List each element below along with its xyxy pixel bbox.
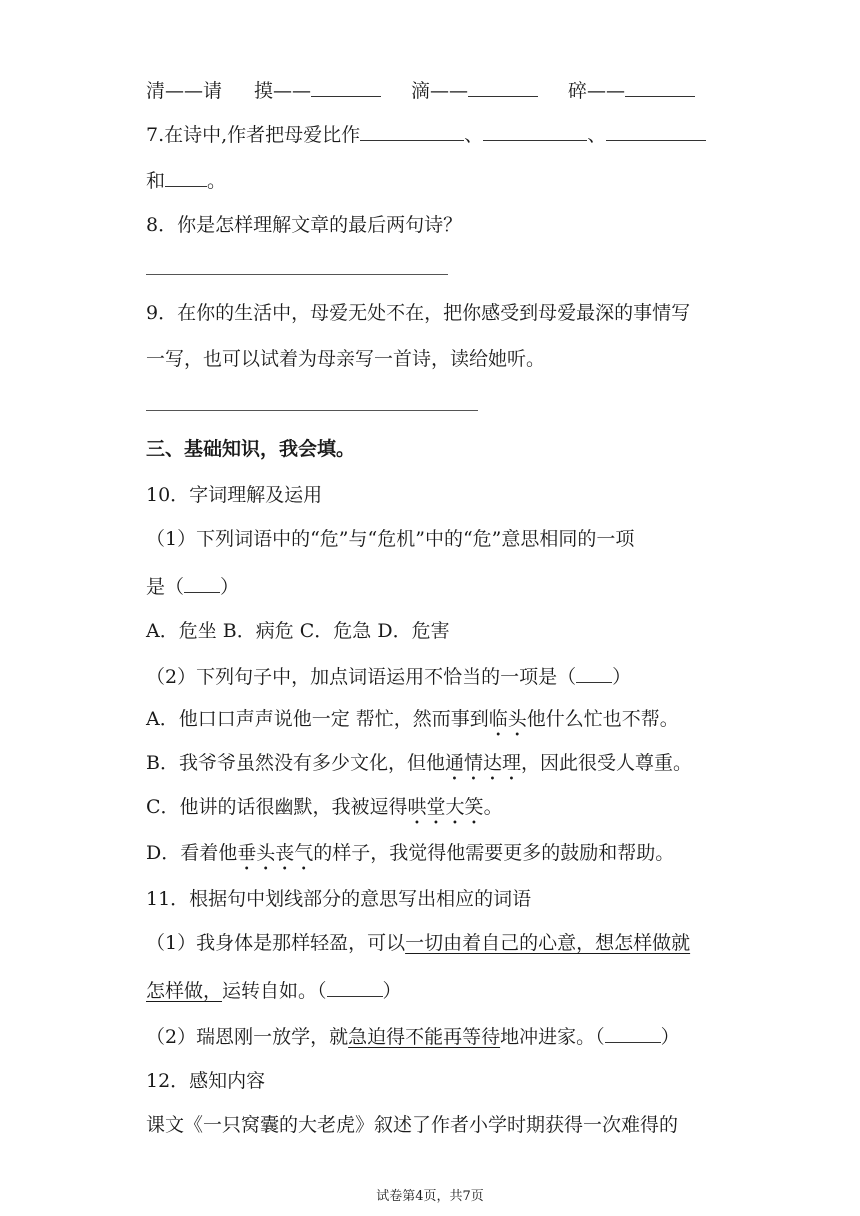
q10-title: 10．字词理解及运用 bbox=[146, 484, 323, 506]
q11-sub2-text: 地冲进家。（ bbox=[500, 1026, 605, 1048]
q10-sub1-suffix: ） bbox=[220, 576, 240, 598]
q8-answer-line[interactable] bbox=[146, 274, 448, 275]
q7-separator: 、 bbox=[587, 124, 607, 146]
q9-answer-line[interactable] bbox=[146, 410, 478, 411]
dotted-word: 通情达理 bbox=[444, 752, 521, 774]
q10-sub1-line1: （1）下列词语中的“危”与“危机”中的“危”意思相同的一项 bbox=[146, 528, 635, 550]
option-text: C．他讲的话很幽默，我被逗得 bbox=[146, 796, 408, 818]
q7-period: 。 bbox=[207, 170, 227, 192]
q11-sub1-blank[interactable] bbox=[327, 976, 383, 997]
q10-sub2-blank[interactable] bbox=[576, 662, 612, 683]
q7-line1 bbox=[146, 120, 706, 148]
q10-sub2-prefix: （2）下列句子中，加点词语运用不恰当的一项是（ bbox=[146, 666, 577, 688]
section-3-title: 三、基础知识，我会填。 bbox=[146, 438, 356, 460]
q10-option-b bbox=[146, 750, 692, 785]
pair-sui: 碎—— bbox=[568, 80, 626, 102]
dotted-word: 哄堂大笑 bbox=[407, 796, 484, 818]
q7-blank-4[interactable] bbox=[165, 166, 207, 187]
option-text: D．看着他 bbox=[146, 842, 238, 864]
q11-sub1-close: ） bbox=[382, 980, 402, 1002]
dotted-word: 垂头丧气 bbox=[237, 842, 314, 864]
blank-di[interactable] bbox=[468, 76, 538, 97]
underlined-phrase: 一切由着自己的心意，想怎样做就 bbox=[405, 932, 691, 954]
q7-text: 7.在诗中,作者把母爱比作 bbox=[146, 124, 361, 146]
q12-title: 12．感知内容 bbox=[146, 1070, 266, 1092]
option-text: B．我爷爷虽然没有多少文化，但他 bbox=[146, 752, 445, 774]
q6-word-pairs bbox=[146, 76, 695, 104]
q11-sub2-close: ） bbox=[660, 1026, 680, 1048]
q7-and: 和 bbox=[146, 170, 166, 192]
blank-sui[interactable] bbox=[625, 76, 695, 97]
dotted-word: 临头 bbox=[488, 708, 527, 730]
q10-sub1-prefix: 是（ bbox=[146, 576, 185, 598]
q8-question: 8．你是怎样理解文章的最后两句诗？ bbox=[146, 214, 463, 236]
underlined-phrase: 怎样做， bbox=[146, 980, 223, 1002]
q7-blank-3[interactable] bbox=[606, 120, 706, 141]
q12-line1: 课文《一只窝囊的大老虎》叙述了作者小学时期获得一次难得的 bbox=[146, 1114, 679, 1136]
option-text: ，因此很受人尊重。 bbox=[520, 752, 692, 774]
option-text: A．他口口声声说他一定 帮忙，然而事到 bbox=[146, 708, 489, 730]
option-text: 他什么忙也不帮。 bbox=[526, 708, 679, 730]
q7-separator: 、 bbox=[464, 124, 484, 146]
q11-sub2-text: （2）瑞恩刚一放学，就 bbox=[146, 1026, 349, 1048]
underlined-phrase: 急迫得不能再等待 bbox=[348, 1026, 501, 1048]
q7-blank-1[interactable] bbox=[360, 120, 464, 141]
q11-sub1-text: 运转自如。（ bbox=[222, 980, 327, 1002]
q11-sub1-text: （1）我身体是那样轻盈，可以 bbox=[146, 932, 406, 954]
pair-di: 滴—— bbox=[411, 80, 469, 102]
blank-mo[interactable] bbox=[311, 76, 381, 97]
option-text: 。 bbox=[483, 796, 503, 818]
q10-sub1-blank[interactable] bbox=[184, 572, 220, 593]
q10-sub2-question bbox=[146, 662, 631, 690]
q11-title: 11．根据句中划线部分的意思写出相应的词语 bbox=[146, 888, 532, 910]
q10-sub1-line2 bbox=[146, 572, 239, 600]
q7-blank-2[interactable] bbox=[483, 120, 587, 141]
pair-mo: 摸—— bbox=[254, 80, 312, 102]
q11-sub1-line1 bbox=[146, 930, 690, 956]
q11-sub2 bbox=[146, 1022, 680, 1050]
q10-option-a bbox=[146, 706, 679, 741]
q11-sub2-blank[interactable] bbox=[605, 1022, 661, 1043]
q10-sub1-options: A．危坐 B．病危 C．危急 D．危害 bbox=[146, 620, 450, 642]
q7-line2 bbox=[146, 166, 226, 194]
q9-line2: 一写，也可以试着为母亲写一首诗，读给她听。 bbox=[146, 348, 546, 370]
q10-sub2-suffix: ） bbox=[612, 666, 632, 688]
option-text: 的样子，我觉得他需要更多的鼓励和帮助。 bbox=[313, 842, 675, 864]
page-footer: 试卷第4页，共7页 bbox=[376, 1189, 484, 1204]
q10-option-d bbox=[146, 840, 674, 875]
q10-option-c bbox=[146, 794, 503, 829]
pair-qing: 清——请 bbox=[146, 80, 223, 102]
q9-line1: 9．在你的生活中，母爱无处不在，把你感受到母爱最深的事情写 bbox=[146, 302, 691, 324]
q11-sub1-line2 bbox=[146, 976, 402, 1004]
